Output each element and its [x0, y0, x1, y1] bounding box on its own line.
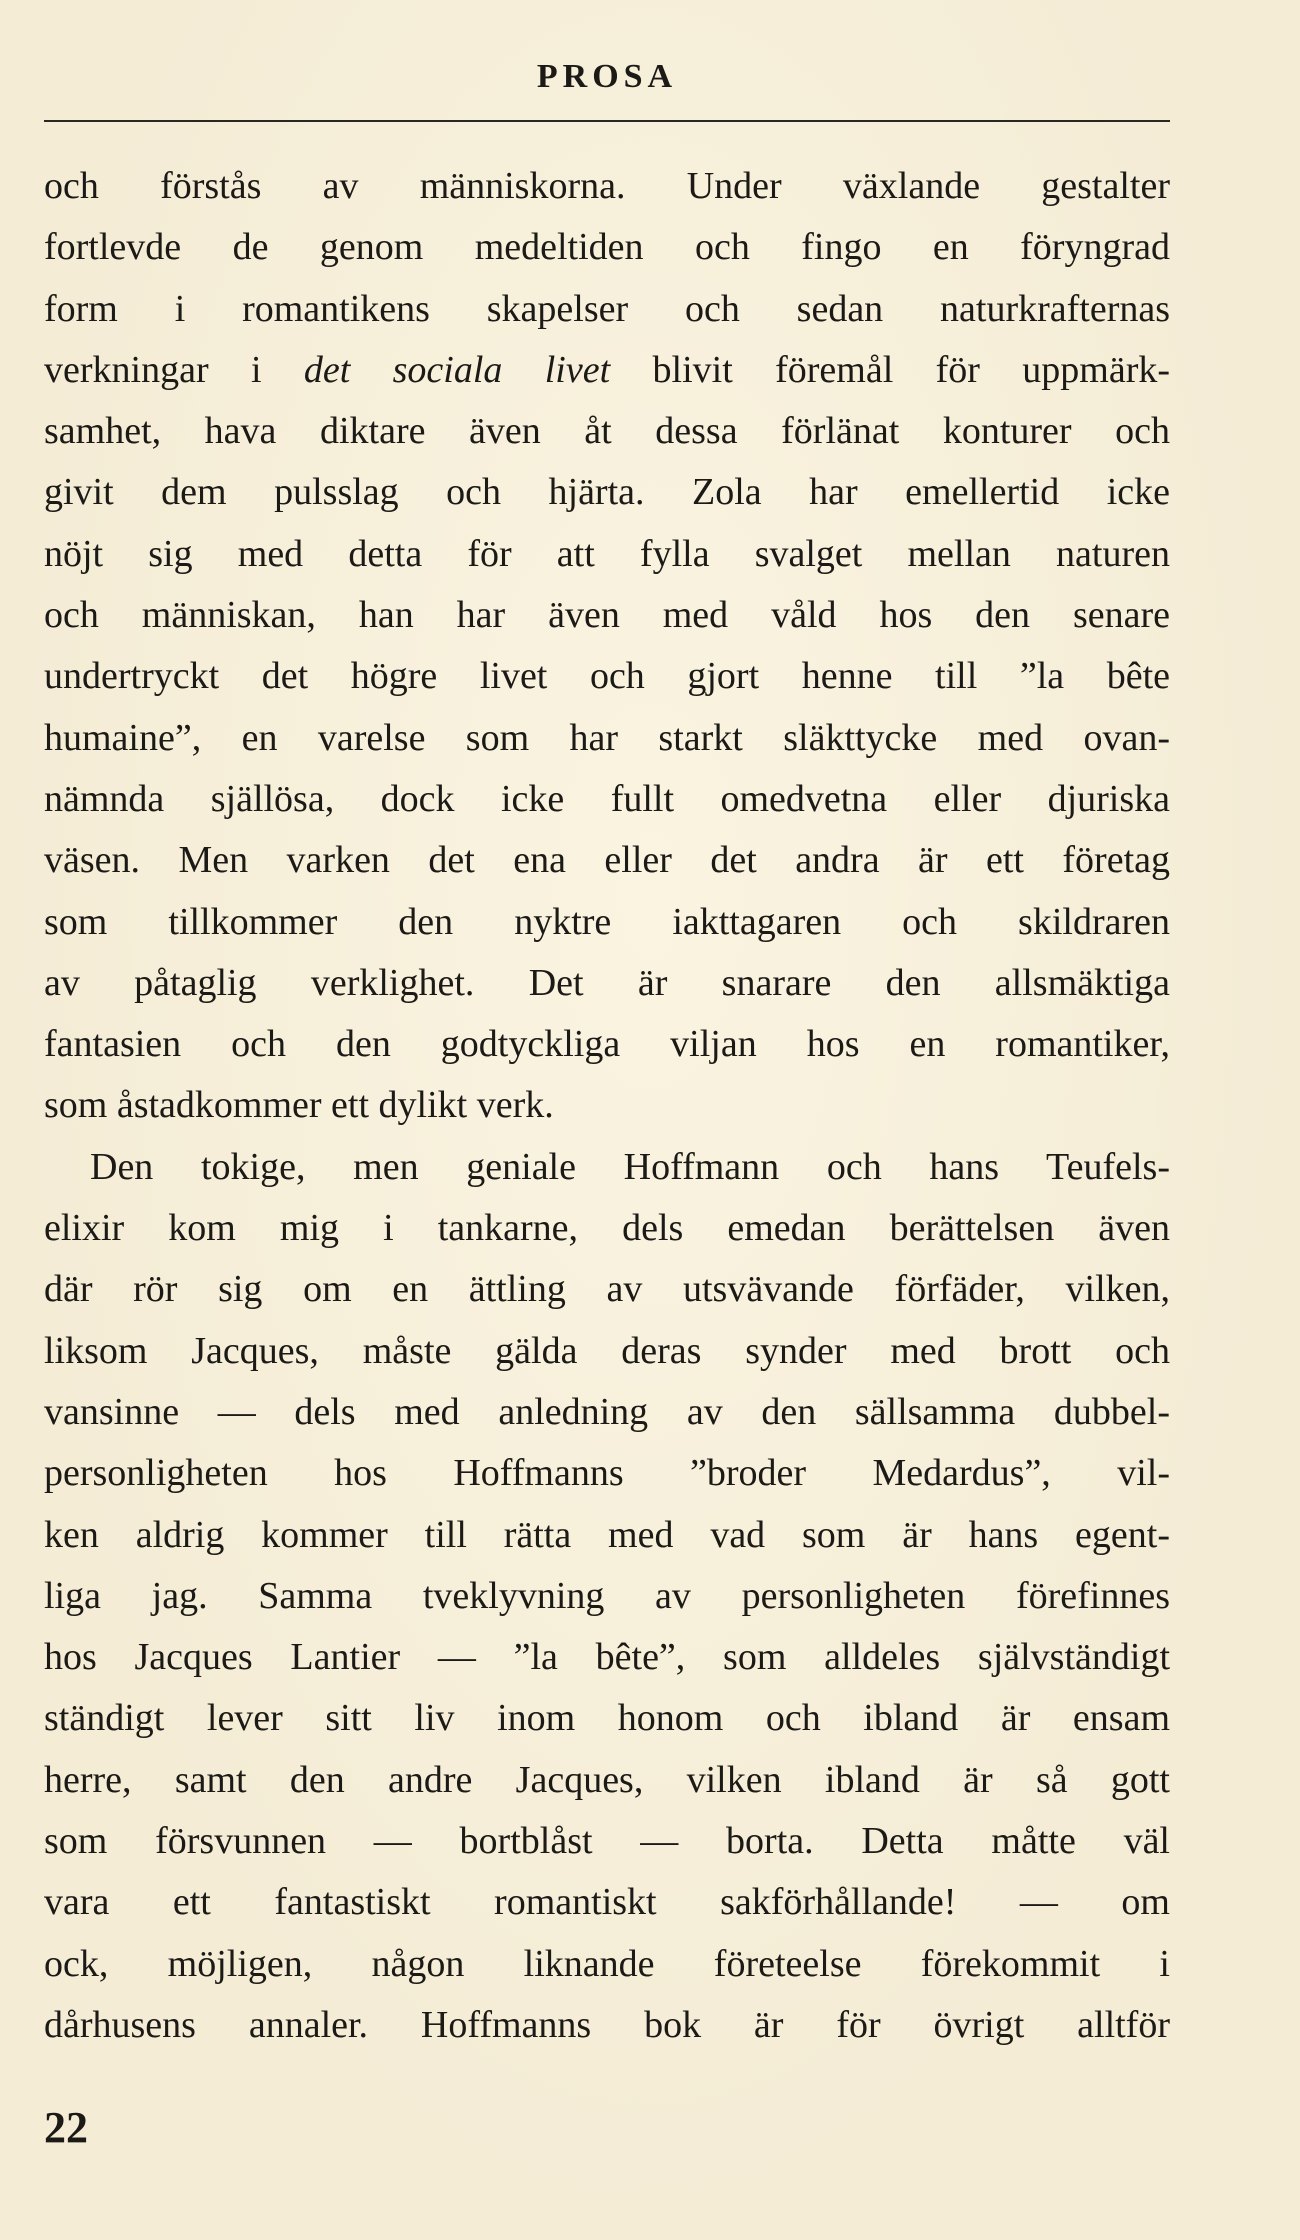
paragraph-1 — [44, 156, 1170, 1137]
text-line: som åstadkommer ett dylikt verk. — [44, 1084, 554, 1127]
italic-emphasis: det sociala livet — [303, 348, 611, 391]
text-line: och förstås av människorna. Under växlande gestalter — [44, 165, 1170, 207]
text-line: samhet, hava diktare även åt dessa förlänat konturer och — [44, 410, 1170, 453]
text-line: och människan, han har även med våld hos den senare — [44, 594, 1170, 637]
text-line: ock, möjligen, någon liknande företeelse förekommit i — [44, 1942, 1170, 1985]
text-line: Den tokige, men geniale Hoffmann och hans Teufels- — [90, 1145, 1170, 1188]
paragraph-2 — [44, 1137, 1170, 2056]
text-line: givit dem pulsslag och hjärta. Zola har emellertid icke — [44, 471, 1170, 514]
text-line: som tillkommer den nyktre iakttagaren och skildraren — [44, 900, 1170, 943]
text-line: vansinne — dels med anledning av den sällsamma dubbel- — [44, 1390, 1170, 1433]
text-line: nöjt sig med detta för att fylla svalget mellan naturen — [44, 532, 1170, 575]
text-line: form i romantikens skapelser och sedan naturkrafternas — [44, 287, 1170, 330]
text-line: personligheten hos Hoffmanns ”broder Medardus”, vil- — [44, 1452, 1170, 1495]
text-line: där rör sig om en ättling av utsvävande förfäder, vilken, — [44, 1268, 1170, 1311]
text-line: nämnda själlösa, dock icke fullt omedvetna eller djuriska — [44, 777, 1170, 820]
text-line: vara ett fantastiskt romantiskt sakförhållande! — om — [44, 1881, 1170, 1924]
text-line: fortlevde de genom medeltiden och fingo en föryngrad — [44, 226, 1170, 269]
text-line: liksom Jacques, måste gälda deras synder med brott och — [44, 1329, 1170, 1372]
text-line: hos Jacques Lantier — ”la bête”, som alldeles självständigt — [44, 1636, 1170, 1679]
page-number: 22 — [44, 2103, 88, 2152]
text-line: verkningar i det sociala livet blivit föremål för uppmärk- — [44, 348, 1170, 391]
running-head: PROSA — [536, 58, 678, 95]
text-line: liga jag. Samma tveklyvning av personligheten förefinnes — [44, 1574, 1170, 1617]
text-line: väsen. Men varken det ena eller det andra är ett företag — [44, 839, 1170, 882]
text-line: av påtaglig verklighet. Det är snarare den allsmäktiga — [44, 961, 1170, 1004]
text-line: ständigt lever sitt liv inom honom och ibland är ensam — [44, 1697, 1170, 1740]
text-line: dårhusens annaler. Hoffmanns bok är för övrigt alltför — [44, 2003, 1170, 2046]
text-line: som försvunnen — bortblåst — borta. Detta måtte väl — [44, 1820, 1170, 1863]
text-line: ken aldrig kommer till rätta med vad som är hans egent- — [44, 1513, 1170, 1556]
text-line: elixir kom mig i tankarne, dels emedan berättelsen även — [44, 1207, 1170, 1250]
body-text — [44, 156, 1170, 2056]
text-line: undertryckt det högre livet och gjort henne till ”la bête — [44, 655, 1170, 698]
text-line: fantasien och den godtyckliga viljan hos en romantiker, — [44, 1023, 1170, 1066]
text-line: herre, samt den andre Jacques, vilken ibland är så gott — [44, 1758, 1170, 1801]
header-rule — [44, 120, 1170, 122]
text-line: humaine”, en varelse som har starkt släkttycke med ovan- — [44, 716, 1170, 759]
